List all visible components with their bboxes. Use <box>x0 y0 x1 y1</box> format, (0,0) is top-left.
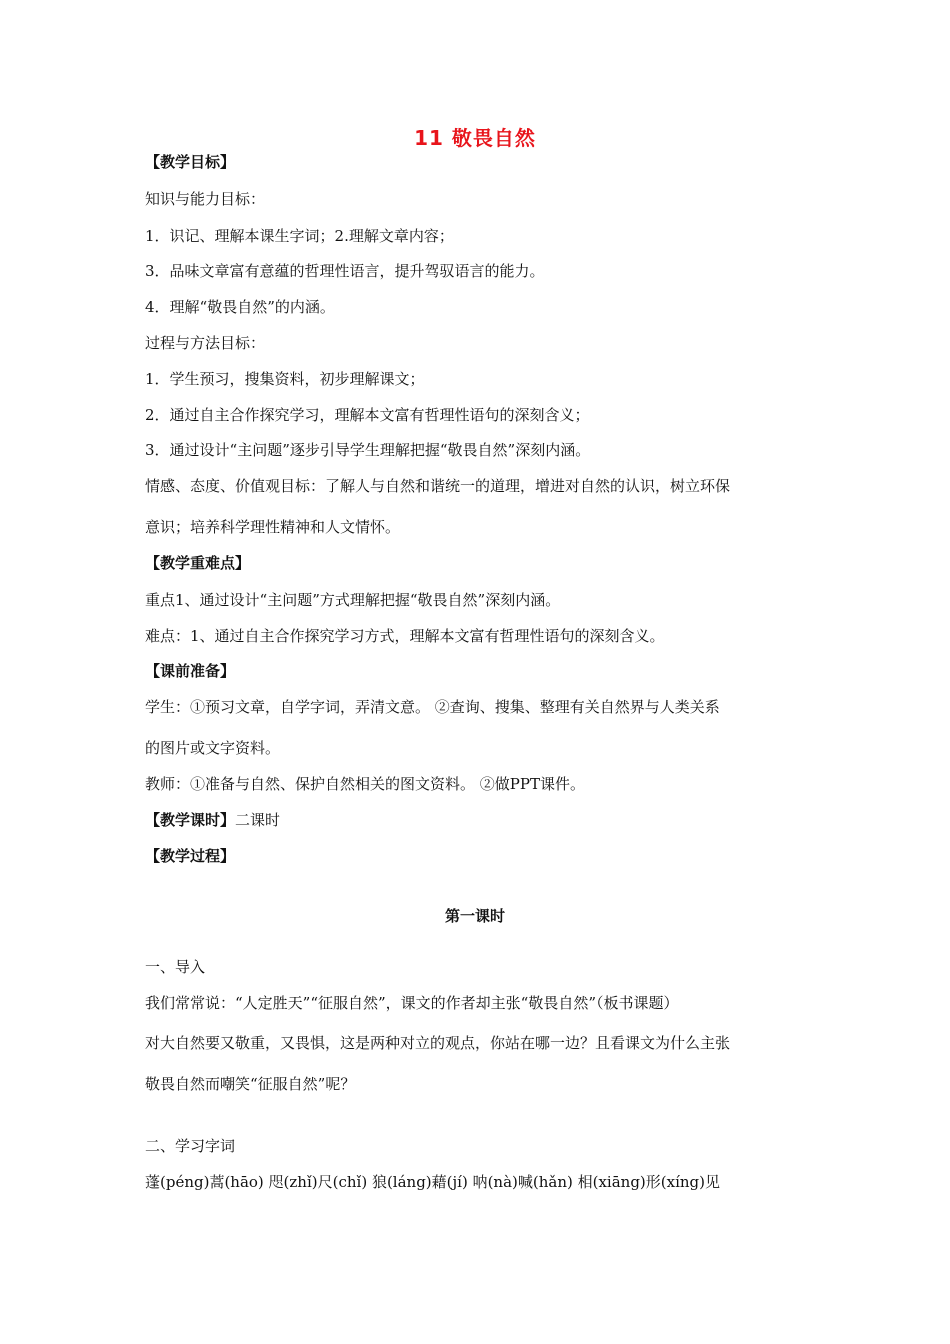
words-heading: 二、学习字词 <box>145 1137 236 1155</box>
lesson-title: 第一课时 <box>444 907 505 925</box>
class-hours-value: 二课时 <box>235 811 281 829</box>
process-item: 3．通过设计“主问题”逐步引导学生理解把握“敬畏自然”深刻内涵。 <box>145 441 591 459</box>
emotion-goals-line: 情感、态度、价值观目标：了解人与自然和谐统一的道理，增进对自然的认识，树立环保 <box>145 477 731 495</box>
emotion-goals-line: 意识；培养科学理性精神和人文情怀。 <box>145 518 401 536</box>
page-title: 11 敬畏自然 <box>414 126 536 150</box>
words-line: 蓬(péng)蒿(hāo) 咫(zhǐ)尺(chǐ) 狼(láng)藉(jí) 呐(nà)喊(hǎn) 相(xiāng)形(xíng)见 <box>145 1173 721 1191</box>
process-item: 2．通过自主合作探究学习，理解本文富有哲理性语句的深刻含义； <box>145 406 590 424</box>
intro-paragraph-line: 我们常常说：“人定胜天”“征服自然”，课文的作者却主张“敬畏自然”（板书课题） <box>145 994 679 1012</box>
process-item: 1．学生预习，搜集资料，初步理解课文； <box>145 370 425 388</box>
teacher-preparation-line: 教师：①准备与自然、保护自然相关的图文资料。 ②做PPT课件。 <box>145 775 585 793</box>
process-goals-label: 过程与方法目标： <box>145 334 266 352</box>
preparation-heading: 【课前准备】 <box>145 662 236 680</box>
knowledge-item: 4．理解“敬畏自然”的内涵。 <box>145 298 335 316</box>
intro-heading: 一、导入 <box>145 958 206 976</box>
intro-paragraph-line: 敬畏自然而嘲笑“征服自然”呢？ <box>145 1075 356 1093</box>
student-preparation-line: 学生：①预习文章，自学字词，弄清文意。 ②查询、搜集、整理有关自然界与人类关系 <box>145 698 720 716</box>
process-heading: 【教学过程】 <box>145 847 236 865</box>
student-preparation-line: 的图片或文字资料。 <box>145 739 281 757</box>
difficult-point-text: 难点：1、通过自主合作探究学习方式，理解本文富有哲理性语句的深刻含义。 <box>145 627 665 645</box>
intro-paragraph-line: 对大自然要又敬重，又畏惧，这是两种对立的观点，你站在哪一边？且看课文为什么主张 <box>145 1034 731 1052</box>
key-points-heading: 【教学重难点】 <box>145 554 251 572</box>
class-hours-heading: 【教学课时】 <box>145 811 236 829</box>
key-point-text: 重点1、通过设计“主问题”方式理解把握“敬畏自然”深刻内涵。 <box>145 591 561 609</box>
knowledge-item: 3．品味文章富有意蕴的哲理性语言，提升驾驭语言的能力。 <box>145 262 545 280</box>
knowledge-goals-label: 知识与能力目标： <box>145 190 266 208</box>
knowledge-item: 1．识记、理解本课生字词；2.理解文章内容； <box>145 227 454 245</box>
class-hours-line <box>145 810 815 830</box>
teaching-goals-heading: 【教学目标】 <box>145 153 236 171</box>
